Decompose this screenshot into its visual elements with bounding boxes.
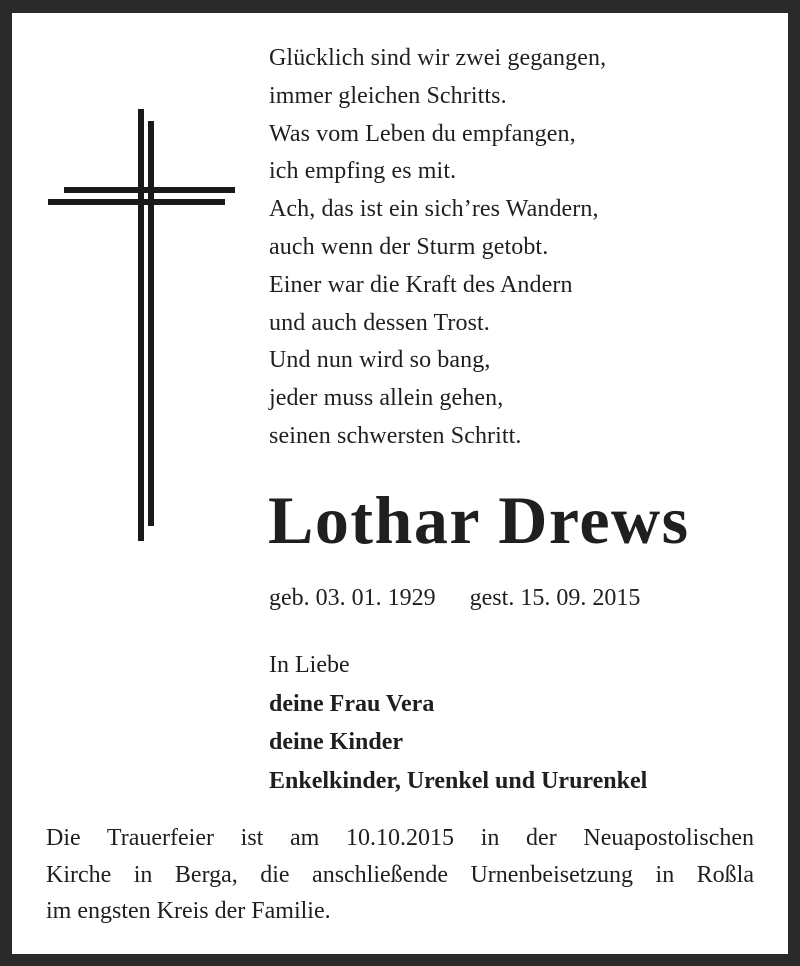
mourners-intro: In Liebe <box>269 652 350 678</box>
birth-date: geb. 03. 01. 1929 <box>269 585 436 611</box>
poem-line: jeder muss allein gehen, <box>269 385 504 412</box>
death-date: gest. 15. 09. 2015 <box>469 585 641 611</box>
poem-line: Einer war die Kraft des Andern <box>269 271 573 298</box>
mourner-line: Enkelkinder, Urenkel und Ururenkel <box>269 767 648 794</box>
notice-line: Die Trauerfeier ist am 10.10.2015 in der Neuapostolischen <box>46 825 754 851</box>
deceased-name: Lothar Drews <box>268 482 690 558</box>
funeral-notice <box>46 820 754 930</box>
mourner-line: deine Kinder <box>269 729 404 755</box>
poem-line: Und nun wird so bang, <box>269 347 491 374</box>
notice-line: Kirche in Berga, die anschließende Urnenbeisetzung in Roßla <box>46 861 754 888</box>
life-dates <box>269 583 640 613</box>
poem-line: ich empfing es mit. <box>269 158 457 185</box>
poem-line: immer gleichen Schritts. <box>269 82 507 109</box>
poem-line: Glücklich sind wir zwei gegangen, <box>269 45 607 71</box>
notice-line: im engsten Kreis der Familie. <box>46 898 331 924</box>
poem-line: und auch dessen Trost. <box>269 309 490 336</box>
poem-line: Was vom Leben du empfangen, <box>269 120 576 147</box>
poem-line: Ach, das ist ein sich’res Wandern, <box>269 196 599 223</box>
poem-line: auch wenn der Sturm getobt. <box>269 233 549 260</box>
mourners <box>269 646 647 800</box>
poem-line: seinen schwersten Schritt. <box>269 422 522 449</box>
poem <box>269 40 606 456</box>
mourner-line: deine Frau Vera <box>269 690 435 717</box>
